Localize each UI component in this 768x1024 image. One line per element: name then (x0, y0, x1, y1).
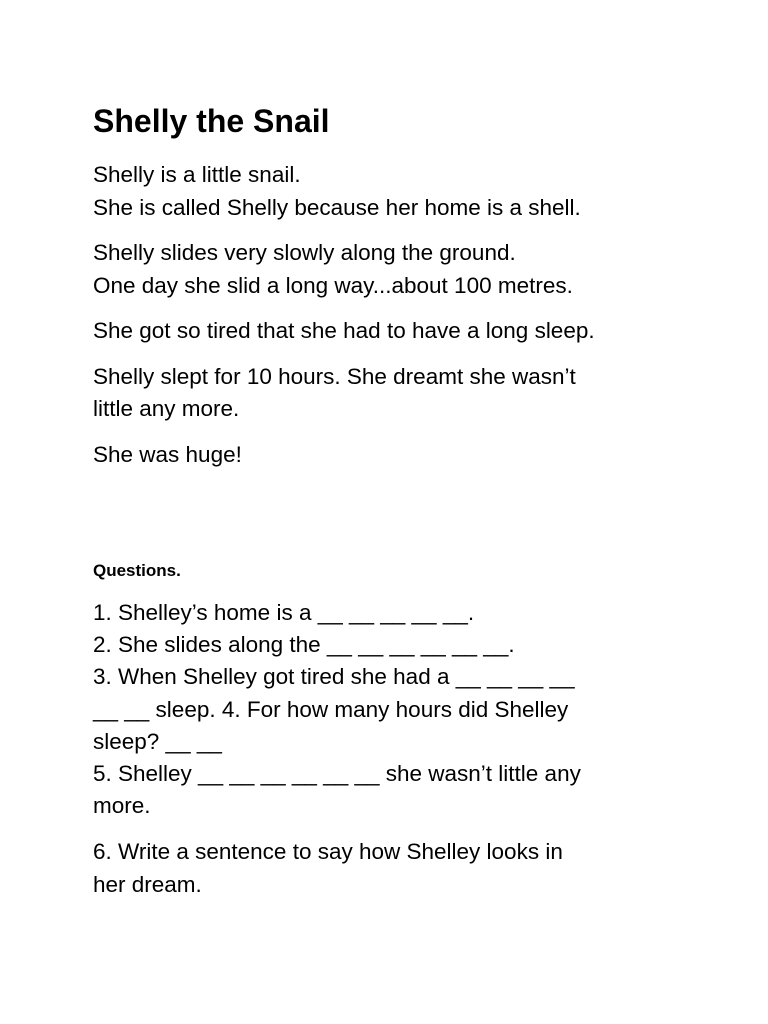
story-line: She is called Shelly because her home is a shell. (93, 194, 581, 220)
story-paragraph (93, 439, 693, 472)
story-paragraph (93, 159, 693, 224)
question-line: 6. Write a sentence to say how Shelley looks in (93, 839, 563, 865)
question-block (93, 597, 693, 822)
questions-heading: Questions. (93, 561, 181, 580)
question-line: 5. Shelley __ __ __ __ __ __ she wasn’t little any (93, 761, 581, 787)
question-block (93, 836, 693, 900)
question-line: 1. Shelley’s home is a __ __ __ __ __. (93, 600, 475, 625)
question-line: 2. She slides along the __ __ __ __ __ __. (93, 632, 515, 658)
story-text (93, 159, 693, 484)
questions-list (93, 597, 693, 915)
question-line: __ __ sleep. 4. For how many hours did Shelley (93, 696, 569, 722)
question-line: her dream. (93, 871, 202, 897)
question-line: sleep? __ __ (93, 728, 222, 754)
story-paragraph (93, 361, 693, 426)
story-line: One day she slid a long way...about 100 metres. (93, 272, 573, 298)
story-line: She got so tired that she had to have a long sleep. (93, 318, 595, 343)
page-title: Shelly the Snail (93, 103, 330, 139)
story-line: little any more. (93, 396, 240, 421)
story-paragraph (93, 315, 693, 348)
story-line: Shelly slides very slowly along the ground. (93, 240, 516, 265)
question-line: more. (93, 793, 151, 819)
story-line: She was huge! (93, 441, 242, 467)
story-paragraph (93, 237, 693, 302)
question-line: 3. When Shelley got tired she had a __ __ __ __ (93, 664, 575, 690)
story-line: Shelly slept for 10 hours. She dreamt she wasn’t (93, 363, 576, 389)
story-line: Shelly is a little snail. (93, 162, 301, 187)
